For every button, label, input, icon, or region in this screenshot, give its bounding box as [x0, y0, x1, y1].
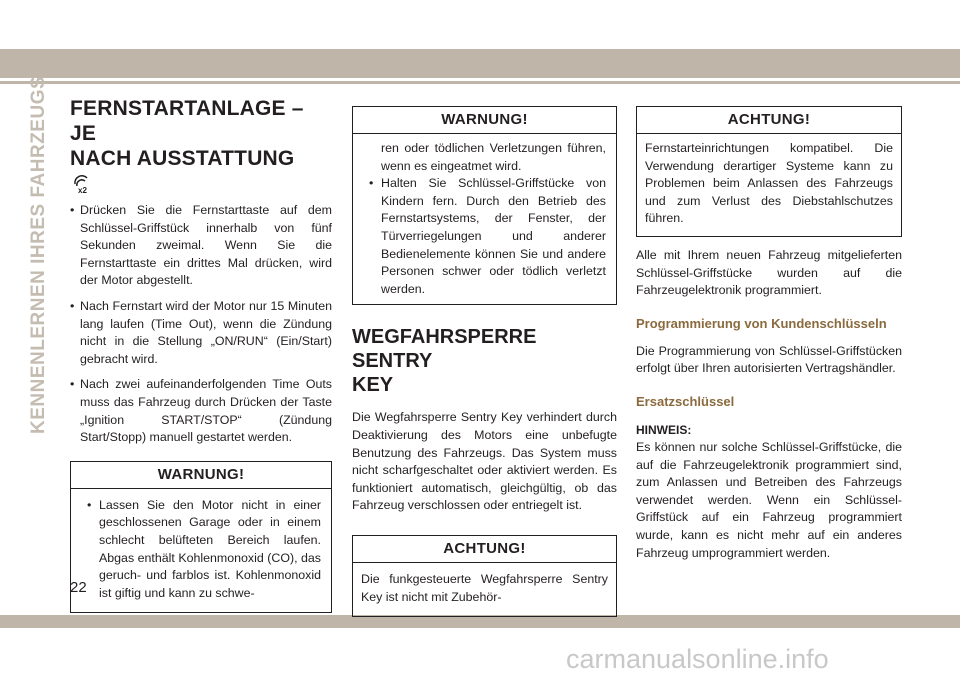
subheading-programming: Programmierung von Kundenschlüsseln	[636, 315, 887, 331]
caution-title: ACHTUNG!	[637, 107, 901, 134]
caution-text: Die funkgesteuerte Wegfahrsperre Sentry Key ist nicht mit Zubehör-	[361, 571, 608, 604]
key-fob-info: Alle mit Ihrem neuen Fahrzeug mitgelieferten Schlüssel-Griffstücke wurden auf die Fahrzeugelektronik programmiert.	[636, 247, 902, 298]
warning-box-continued	[352, 106, 617, 305]
note-text: Es können nur solche Schlüssel-Griffstücke, die auf die Fahrzeugelektronik programmiert sind, zum Anlassen und Betreiben des Fahrzeugs verwendet werden. Wenn ein Schlüssel-Griffstück auf ein Fahrzeug programmiert wurde, kann es nicht mehr auf ein anderes Fahrzeug umprogrammiert werden.	[636, 439, 902, 560]
svg-text:x2: x2	[78, 186, 87, 195]
list-item: • Nach Fernstart wird der Motor nur 15 Minuten lang laufen (Time Out), wenn die Zündung nicht in die Stellung „ON/RUN“ (Ein/Start) gebracht wird.	[70, 298, 332, 366]
caution-box-continued	[636, 106, 902, 237]
warning-title: WARNUNG!	[71, 462, 331, 489]
section-side-tab: KENNENLERNEN IHRES FAHRZEUGS	[28, 75, 49, 434]
column-middle	[352, 106, 617, 617]
section-heading-sentry-key: WEGFAHRSPERRE SENTRY KEY	[352, 326, 537, 397]
remote-start-bullets	[70, 202, 332, 447]
sentry-key-description: Die Wegfahrsperre Sentry Key verhindert durch Deaktivierung des Motors eine unbefugte Benutzung des Fahrzeugs. Das System muss nicht scharfgeschaltet oder aktiviert werden. Es funktioniert automatisch, gleichgültig, ob das Fahrzeug verschlossen oder entriegelt ist.	[352, 410, 617, 513]
watermark: carmanualsonline.info	[566, 644, 829, 674]
column-right	[636, 106, 902, 562]
remote-start-icon	[72, 174, 92, 196]
header-band	[0, 49, 960, 78]
warning-bullet: • Halten Sie Schlüssel-Griffstücke von Kindern fern. Durch den Betrieb des Fernstartsystems, der Fenster, der Türverriegelungen und anderer Bedienelemente können Sie und andere Personen schwer oder tödlich verletzt werden.	[369, 176, 606, 296]
note-label: HINWEIS:	[636, 422, 692, 437]
warning-title: WARNUNG!	[353, 107, 616, 134]
list-item: • Drücken Sie die Fernstarttaste auf dem Schlüssel-Griffstück innerhalb von fünf Sekunden zweimal. Wenn Sie die Fernstarttaste ein drittes Mal drücken, wird der Motor abgestellt.	[70, 203, 332, 288]
column-left	[70, 96, 332, 613]
caution-continued-text: Fernstarteinrichtungen kompatibel. Die Verwendung derartiger Systeme kann zu Problemen beim Anlassen des Fahrzeugs und zum Verlust des Diebstahlschutzes führen.	[645, 141, 893, 226]
warning-box-exhaust	[70, 461, 332, 614]
caution-title: ACHTUNG!	[353, 536, 616, 563]
caution-box-sentry	[352, 535, 617, 617]
warning-text: • Lassen Sie den Motor nicht in einer geschlossenen Garage oder in einem schlecht belüfteten Bereich laufen. Abgas enthält Kohlenmonoxid (CO), das geruch- und farblos ist. Kohlenmonoxid ist giftig und kann zu schwe-	[87, 497, 321, 600]
programming-text: Die Programmierung von Schlüssel-Griffstücken erfolgt über Ihren autorisierten Vertragshändler.	[636, 343, 902, 376]
subheading-spare-keys: Ersatzschlüssel	[636, 393, 735, 409]
list-item: • Nach zwei aufeinanderfolgenden Time Outs muss das Fahrzeug durch Drücken der Taste „Ignition START/STOP“ (Zündung Start/Stopp) manuell gestartet werden.	[70, 377, 332, 445]
page-number: 22	[70, 579, 87, 596]
warning-continued-text: ren oder tödlichen Verletzungen führen, wenn es eingeatmet wird.	[381, 141, 606, 173]
header-rule	[0, 81, 960, 84]
section-heading-fernstart: FERNSTARTANLAGE – JE NACH AUSSTATTUNG	[70, 97, 304, 170]
